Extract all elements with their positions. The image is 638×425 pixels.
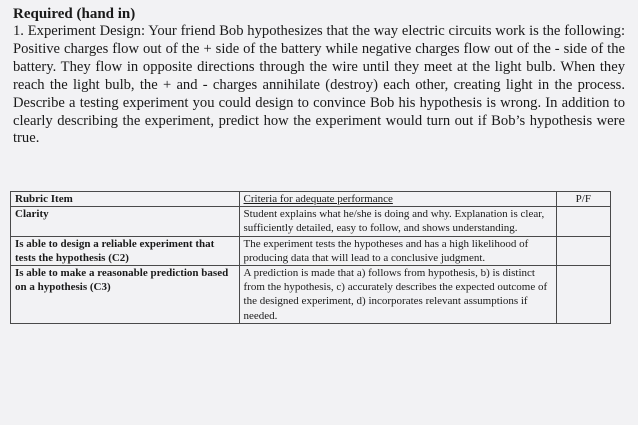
rubric-criteria: Student explains what he/she is doing and why. Explanation is clear, sufficiently detailed, easy to follow, and shows understanding. [239, 207, 556, 236]
rubric-criteria: A prediction is made that a) follows from hypothesis, b) is distinct from the hypothesis, c) accurately describes the expected outcome of the designed experiment, d) incorporates relevant assumptions if needed. [239, 266, 556, 324]
section-heading: Required (hand in) [13, 6, 136, 22]
rubric-table [10, 191, 611, 324]
question-prompt [13, 23, 625, 148]
rubric-header-pf: P/F [556, 192, 610, 207]
rubric-pf-cell [556, 236, 610, 265]
rubric-row-clarity [11, 207, 611, 236]
rubric-criteria: The experiment tests the hypotheses and has a high likelihood of producing data that will lead to a conclusive judgment. [239, 236, 556, 265]
rubric-header-criteria: Criteria for adequate performance [239, 192, 556, 207]
rubric-pf-cell [556, 207, 610, 236]
rubric-pf-cell [556, 266, 610, 324]
question-text: Experiment Design: Your friend Bob hypothesizes that the way electric circuits work is the following: Positive charges flow out of the + side of the battery while negative charges flow out of the - side of the battery. They flow in opposite directions through the wire until they meet at the light bulb. When they reach the light bulb, the + and - charges annihilate (destroy) each other, creating light in the process. Describe a testing experiment you could design to convince Bob his hypothesis is wrong. In addition to clearly describing the experiment, predict how the experiment would turn out if Bob’s hypothesis were true. [13, 23, 625, 147]
rubric-item: Is able to design a reliable experiment that tests the hypothesis (C2) [11, 236, 240, 265]
rubric-item: Is able to make a reasonable prediction based on a hypothesis (C3) [11, 266, 240, 324]
rubric-row-c3 [11, 266, 611, 324]
rubric-header-item: Rubric Item [11, 192, 240, 207]
rubric-row-c2 [11, 236, 611, 265]
question-number: 1. [13, 23, 24, 39]
rubric-header-row [11, 192, 611, 207]
rubric-item: Clarity [11, 207, 240, 236]
